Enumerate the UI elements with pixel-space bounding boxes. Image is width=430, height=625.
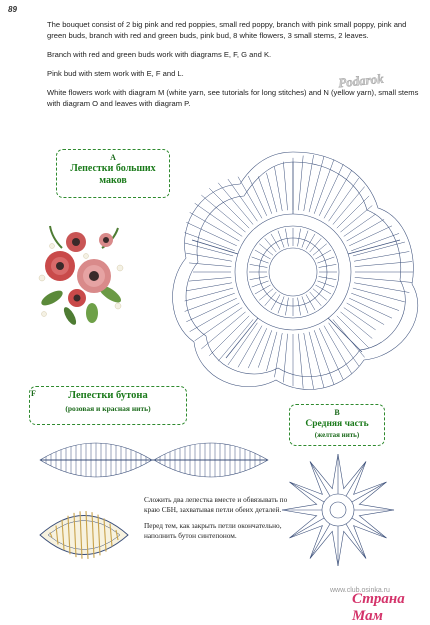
crochet-chart-a — [164, 146, 422, 400]
diagram-b-title: Средняя часть — [305, 419, 369, 429]
diagram-f-subtitle: (розовая и красная нить) — [65, 404, 151, 413]
diagram-b-letter: B — [334, 408, 340, 417]
assembly-note-2: Перед тем, как закрыть петли окончательно, наполнить бутон синтепоном. — [144, 521, 282, 540]
petal-dividers — [192, 162, 400, 358]
bud-assembly-diagram — [36, 502, 132, 568]
diagram-a-label — [56, 149, 170, 198]
diagram-f-letter: F — [31, 389, 36, 398]
watermark-brand: Страна Мам — [352, 591, 405, 624]
diagram-a-title: Лепестки больших маков — [70, 163, 156, 186]
watermark-url: www.club.osinka.ru — [330, 587, 390, 594]
svg-text:Podarok: Podarok — [337, 70, 385, 90]
poppy-pink — [77, 259, 111, 293]
diagram-f-label — [29, 386, 187, 425]
crochet-chart-b — [280, 446, 396, 572]
diagram-b-label — [289, 404, 385, 446]
poppy-red — [45, 251, 75, 281]
signature-logo — [336, 68, 406, 90]
poppy-bouquet-image — [32, 218, 130, 328]
intro-paragraph-1: The bouquet consist of 2 big pink and red poppies, small red poppy, branch with pink small poppy, pink and green buds, branch with red and green buds, pink bud, 8 white flowers, 3 small stems, 2 leaves. — [47, 20, 407, 40]
diagram-f-title: Лепестки бутона — [68, 390, 148, 401]
page-number: 89 — [8, 5, 17, 14]
diagram-a-letter: A — [110, 153, 116, 162]
intro-paragraph-2: Branch with red and green buds work with diagrams E, F, G and K. — [47, 50, 272, 59]
assembly-notes — [144, 495, 294, 547]
intro-paragraph-3: Pink bud with stem work with E, F and L. — [47, 69, 184, 78]
intro-paragraph-4: White flowers work with diagram M (white yarn, see tutorials for long stitches) and N (yellow yarn), small stems with diagram O and leaves with diagram P. — [47, 88, 419, 108]
assembly-note-1: Сложить два лепестка вместе и обвязывать по краю СБН, захватывая петли обеих деталей. — [144, 495, 288, 514]
stitch-marks — [185, 155, 413, 389]
diagram-b-subtitle: (желтая нить) — [314, 431, 360, 439]
crochet-chart-f — [36, 430, 274, 490]
